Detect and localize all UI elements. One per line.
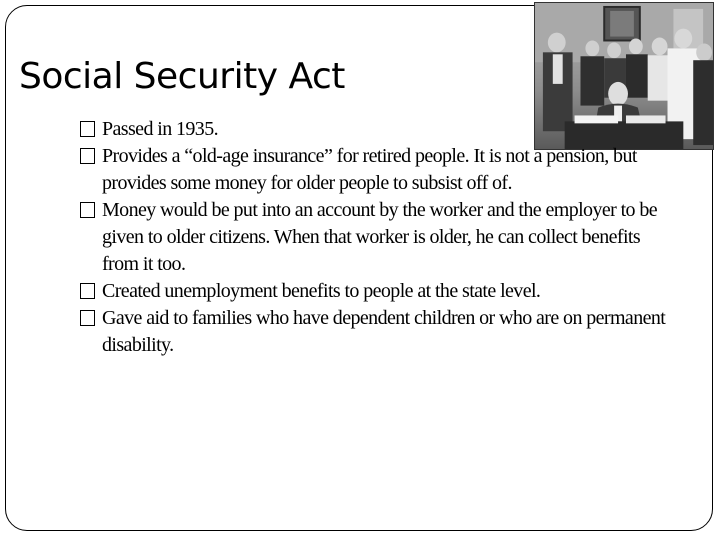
bullet-list bbox=[80, 116, 680, 359]
bullet-item bbox=[80, 197, 680, 278]
bullet-item bbox=[80, 305, 680, 359]
square-bullet-icon bbox=[80, 310, 95, 326]
square-bullet-icon bbox=[80, 283, 95, 299]
bullet-text: Gave aid to families who have dependent children or who are on permanent disability. bbox=[102, 307, 666, 356]
bullet-text: Created unemployment benefits to people at the state level. bbox=[102, 280, 541, 302]
square-bullet-icon bbox=[80, 121, 95, 137]
bullet-text: Money would be put into an account by the worker and the employer to be given to older citizens. When that worker is older, he can collect benefits from it too. bbox=[102, 199, 658, 275]
bullet-item bbox=[80, 278, 680, 305]
slide-title: Social Security Act bbox=[19, 56, 345, 97]
bullet-text: Provides a “old-age insurance” for retired people. It is not a pension, but provides some money for older people to subsist off of. bbox=[102, 145, 637, 194]
bullet-item bbox=[80, 116, 680, 143]
bullet-item bbox=[80, 143, 680, 197]
square-bullet-icon bbox=[80, 202, 95, 218]
bullet-text: Passed in 1935. bbox=[102, 118, 219, 140]
square-bullet-icon bbox=[80, 148, 95, 164]
